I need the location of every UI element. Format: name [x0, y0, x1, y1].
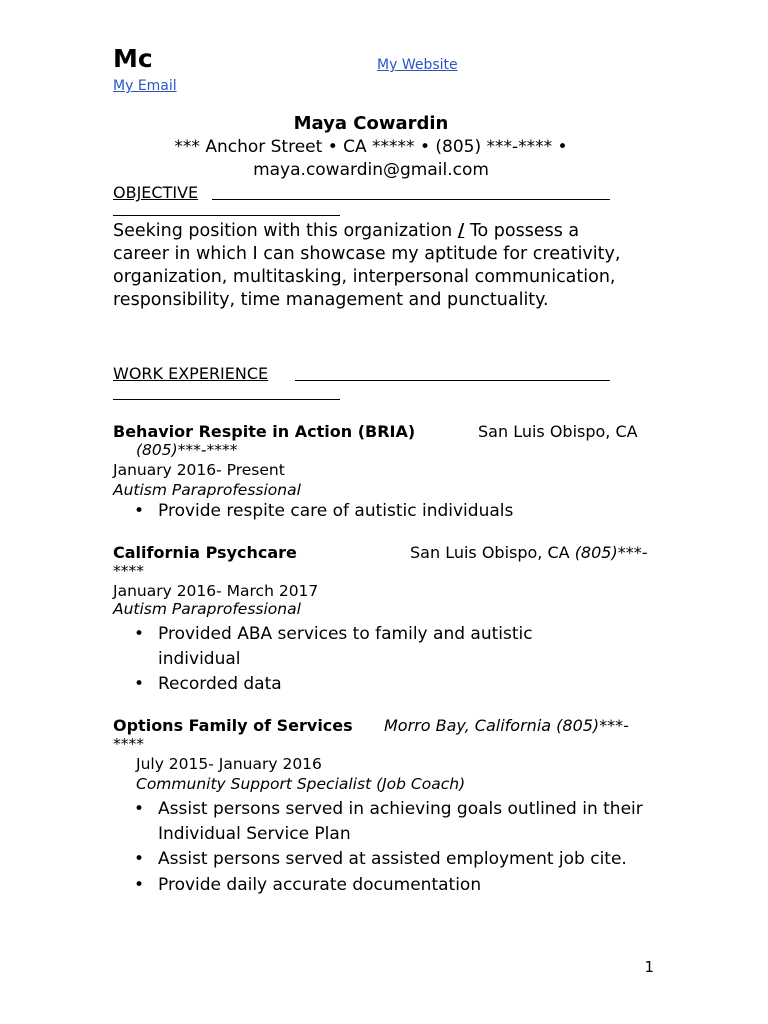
job-2-dates: January 2016- March 2017 [113, 582, 319, 600]
job-2-bullet: • Recorded data [134, 674, 282, 694]
job-3-bullet: • Assist persons served in achieving goals outlined in their Individual Service Plan [134, 799, 643, 844]
job-1-phone: (805)***-**** [136, 441, 238, 459]
job-3-employer: Options Family of Services [113, 716, 353, 735]
job-1-bullet-text: Provide respite care of autistic individuals [158, 501, 514, 521]
job-1-location: San Luis Obispo, CA [478, 422, 638, 441]
job-3-bullet: • Provide daily accurate documentation [134, 874, 482, 895]
job-2-bullet: • Provided ABA services to family and autistic individual [134, 624, 533, 669]
job-3-bullet-text: Provide daily accurate documentation [158, 874, 482, 895]
objective-text [113, 220, 633, 312]
job-2-location: San Luis Obispo, CA [410, 543, 570, 562]
job-2-location-phone [410, 543, 647, 562]
objective-slash: / [457, 221, 465, 241]
contact-email-line: maya.cowardin@gmail.com [253, 160, 489, 180]
objective-heading-text: OBJECTIVE [113, 183, 199, 202]
objective-rule-1 [212, 199, 610, 200]
objective-text-end: To possess a career in which I can showcase my aptitude for creativity, organization, multitasking, interpersonal communication, responsibility, time management and punctuality. [113, 221, 621, 310]
work-rule-1 [295, 380, 610, 381]
job-2-phone-cont: **** [113, 562, 144, 580]
job-2-bullet-text: Recorded data [158, 674, 282, 694]
job-2-phone: (805)***- [574, 543, 648, 562]
page-number: 1 [644, 958, 654, 976]
objective-rule-2 [113, 215, 340, 216]
job-1-bullet: • Provide respite care of autistic individuals [134, 501, 514, 521]
objective-text-start: Seeking position with this organization [113, 221, 458, 241]
job-3-phone-cont: **** [113, 735, 144, 753]
job-2-bullets [113, 622, 573, 698]
job-3-bullet-text: Assist persons served at assisted employment job cite. [158, 849, 627, 869]
job-3-bullet: • Assist persons served at assisted employment job cite. [134, 849, 627, 869]
website-link[interactable]: My Website [377, 57, 458, 73]
job-3-bullet-text: Assist persons served in achieving goals outlined in their Individual Service Plan [158, 799, 643, 844]
contact-address-line: *** Anchor Street • CA ***** • (805) ***-**** • [174, 137, 568, 157]
job-1-dates: January 2016- Present [113, 461, 285, 479]
job-2-employer: California Psychcare [113, 543, 297, 562]
job-3-dates: July 2015- January 2016 [136, 755, 322, 773]
objective-heading [113, 183, 198, 202]
job-3-title: Community Support Specialist (Job Coach) [136, 775, 466, 793]
job-3-bullets [113, 797, 653, 898]
work-experience-heading [113, 364, 268, 383]
job-2-title: Autism Paraprofessional [113, 600, 301, 618]
initials-logo: Mc [113, 44, 153, 73]
work-experience-heading-text: WORK EXPERIENCE [113, 364, 269, 383]
job-2-bullet-text: Provided ABA services to family and autistic individual [158, 624, 533, 669]
job-1-bullets [113, 499, 633, 525]
work-rule-2 [113, 399, 340, 400]
applicant-name: Maya Cowardin [293, 113, 449, 134]
email-link[interactable]: My Email [113, 78, 177, 94]
job-3-location-phone: Morro Bay, California (805)***- [384, 716, 629, 735]
job-1-title: Autism Paraprofessional [113, 481, 301, 499]
job-1-employer: Behavior Respite in Action (BRIA) [113, 422, 416, 441]
